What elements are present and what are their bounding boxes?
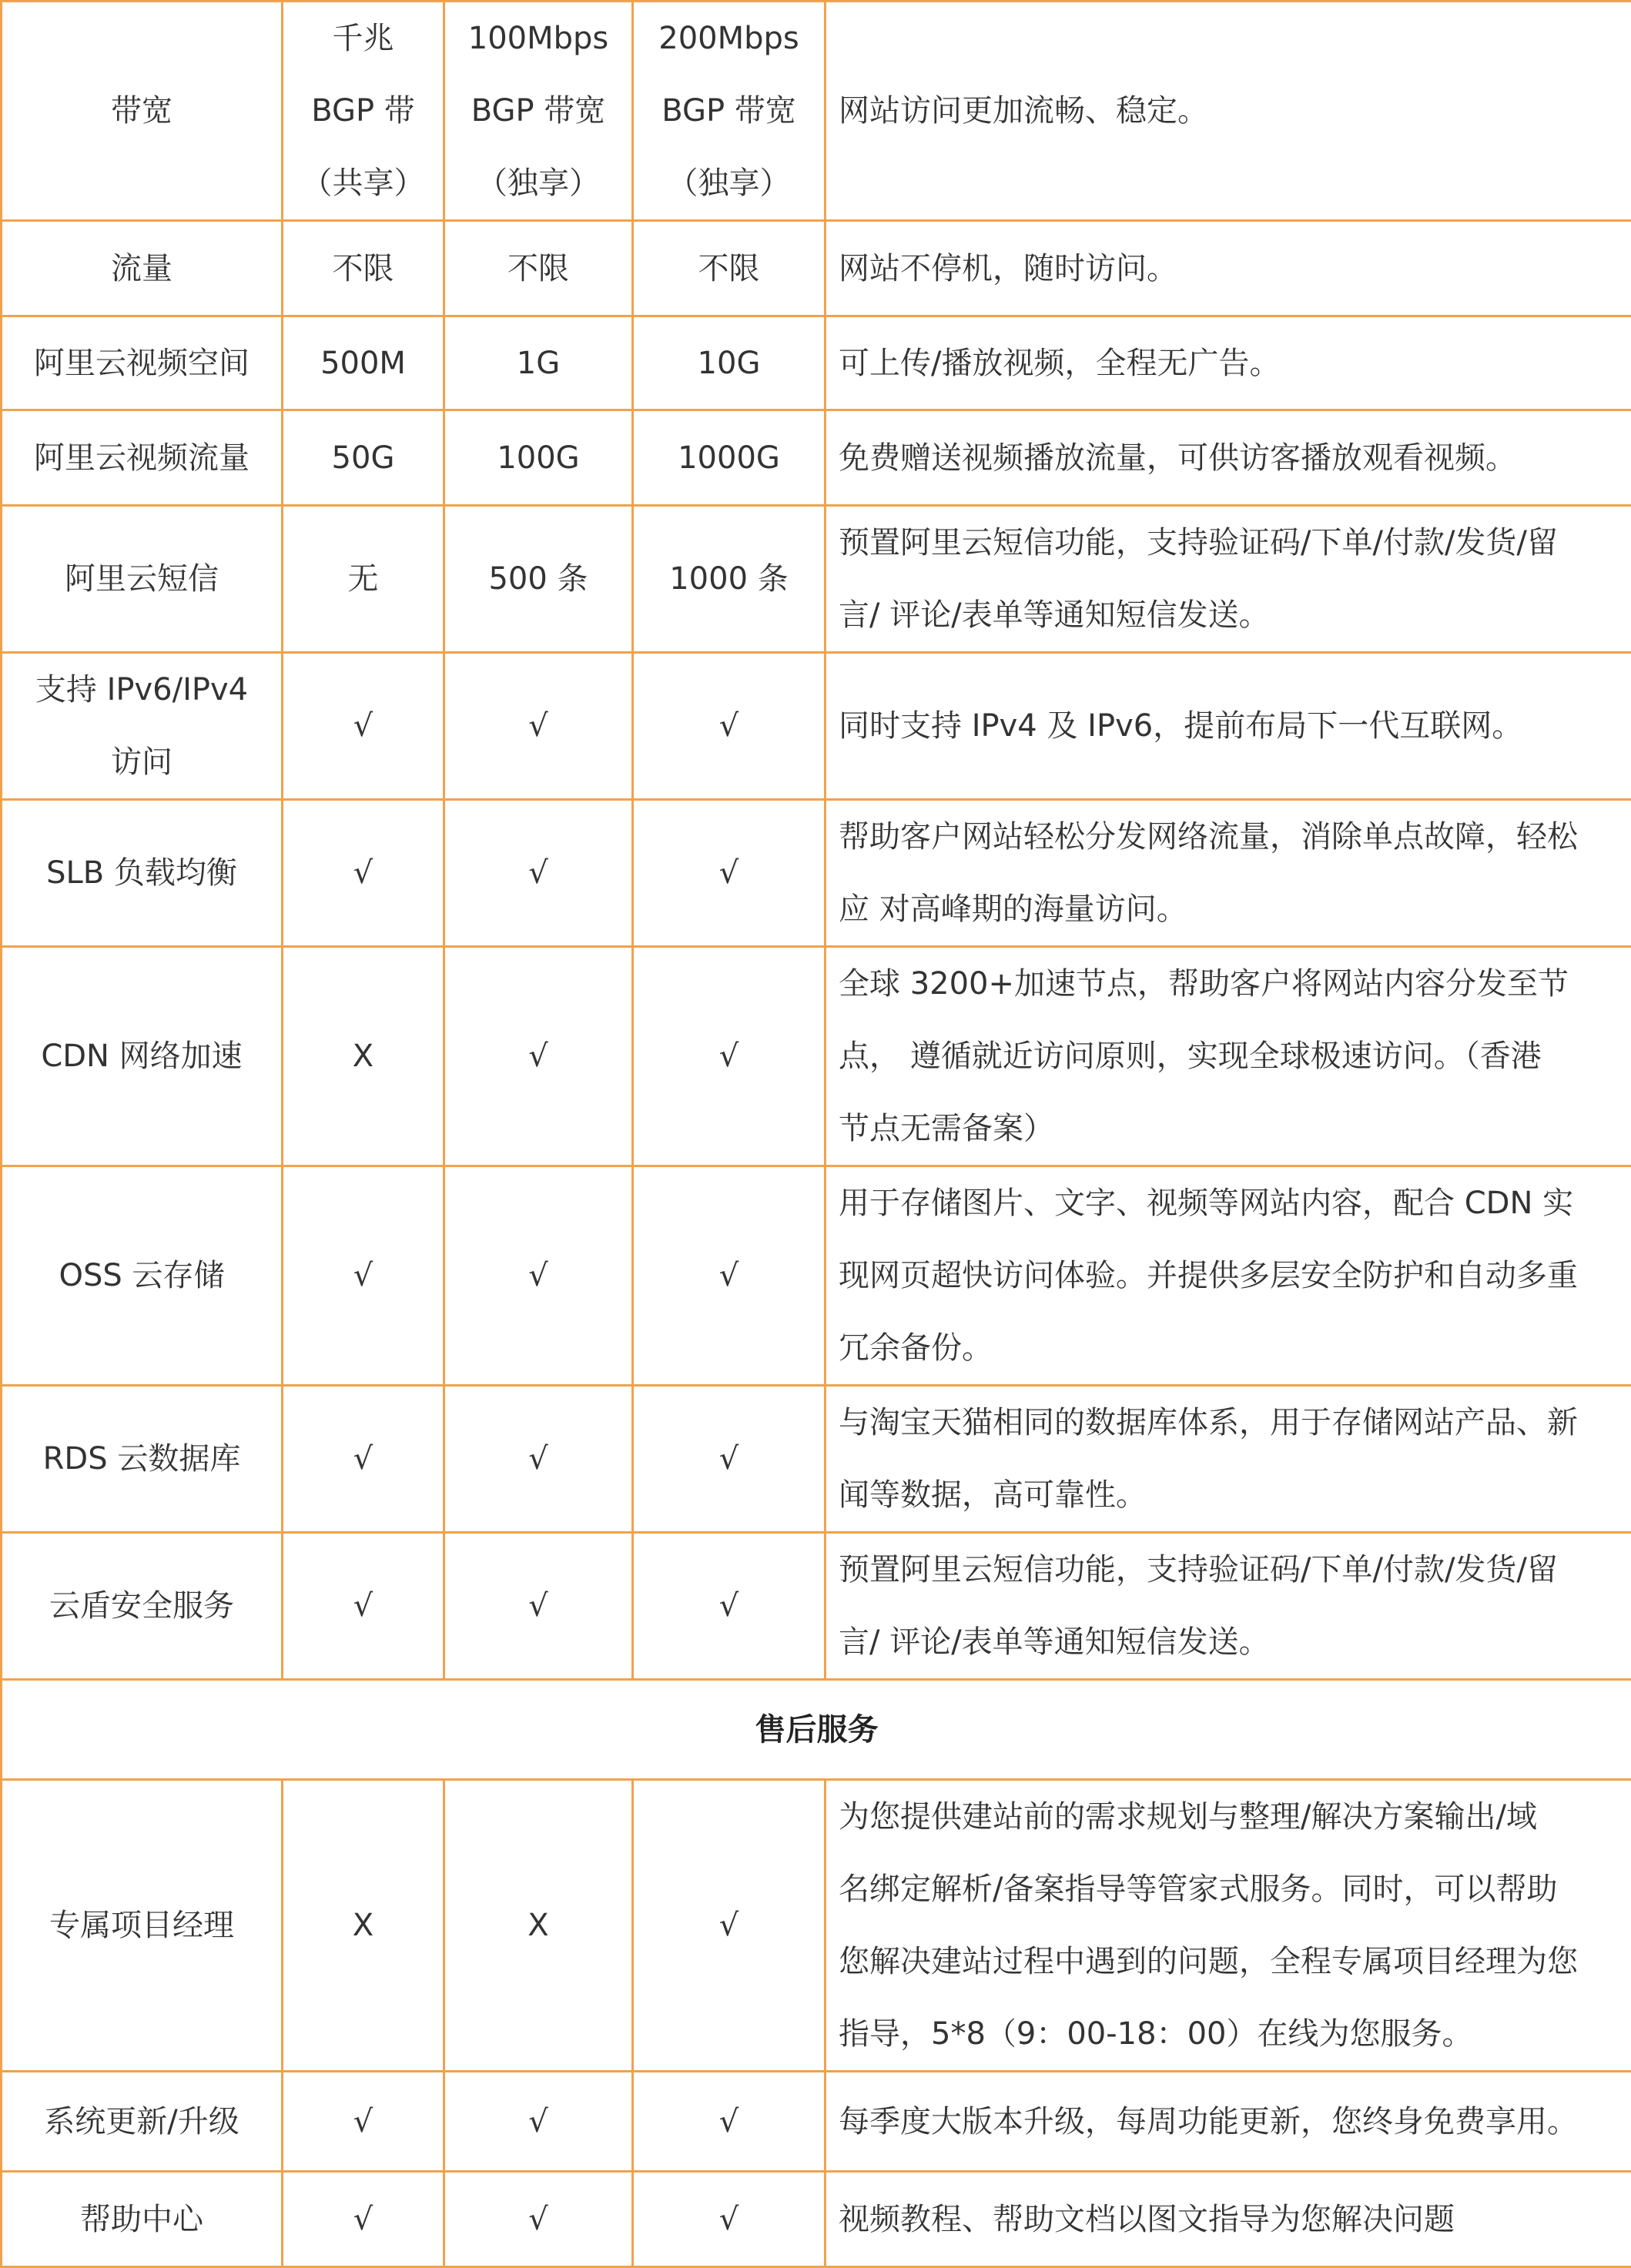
feature-cell: [2, 2, 283, 221]
description-cell-line: 现网页超快访问体验。并提供多层安全防护和自动多重: [839, 1239, 1619, 1312]
description-cell-line: 您解决建站过程中遇到的问题，全程专属项目经理为您: [839, 1925, 1619, 1998]
feature-cell: [2, 1533, 283, 1680]
description-cell-line: 言/ 评论/表单等通知短信发送。: [839, 1606, 1619, 1678]
table-row: [2, 1780, 1631, 2072]
plan-standard-cell-line: √: [457, 1570, 619, 1642]
feature-cell-line: 云盾安全服务: [15, 1570, 269, 1642]
plan-premium-cell: [633, 800, 826, 947]
description-cell-line: 指导，5*8（9：00-18：00）在线为您服务。: [839, 1998, 1619, 2070]
feature-cell-line: SLB 负载均衡: [15, 837, 269, 909]
feature-cell: [2, 653, 283, 800]
table-row: [2, 2, 1631, 221]
description-cell-line: 预置阿里云短信功能，支持验证码/下单/付款/发货/留: [839, 507, 1619, 579]
plan-basic-cell-line: √: [296, 2086, 430, 2158]
description-cell-line: 为您提供建站前的需求规划与整理/解决方案输出/域: [839, 1781, 1619, 1853]
description-cell-line: 每季度大版本升级，每周功能更新，您终身免费享用。: [839, 2086, 1619, 2158]
plan-premium-cell-line: √: [646, 837, 812, 909]
description-cell: [826, 506, 1631, 653]
plan-basic-cell-line: √: [296, 1239, 430, 1312]
plan-basic-cell-line: √: [296, 2183, 430, 2256]
plan-standard-cell-line: √: [457, 690, 619, 762]
table-row: [2, 2172, 1631, 2267]
plan-standard-cell-line: （独享）: [457, 147, 619, 219]
description-cell-line: 可上传/播放视频，全程无广告。: [839, 327, 1619, 400]
plan-basic-cell-line: √: [296, 1570, 430, 1642]
plan-premium-cell-line: √: [646, 1423, 812, 1495]
description-cell-line: 点， 遵循就近访问原则，实现全球极速访问。（香港: [839, 1020, 1619, 1092]
feature-cell: [2, 316, 283, 410]
plan-basic-cell: [283, 2, 444, 221]
plan-basic-cell-line: （共享）: [296, 147, 430, 219]
plan-premium-cell: [633, 1386, 826, 1533]
table-row: [2, 653, 1631, 800]
plan-standard-cell: [444, 1166, 633, 1386]
description-cell-line: 网站不停机，随时访问。: [839, 232, 1619, 305]
plan-premium-cell-line: 1000 条: [646, 543, 812, 615]
feature-cell-line: 专属项目经理: [15, 1889, 269, 1962]
plan-premium-cell: [633, 221, 826, 316]
plan-standard-cell-line: √: [457, 837, 619, 909]
plan-standard-cell: [444, 2, 633, 221]
feature-cell: [2, 800, 283, 947]
plan-basic-cell-line: √: [296, 837, 430, 909]
description-cell-line: 网站访问更加流畅、稳定。: [839, 75, 1619, 147]
plan-premium-cell-line: √: [646, 690, 812, 762]
plan-standard-cell: [444, 316, 633, 410]
plan-standard-cell-line: 100Mbps: [457, 2, 619, 75]
plan-standard-cell: [444, 800, 633, 947]
feature-cell-line: 帮助中心: [15, 2183, 269, 2256]
plan-standard-cell: [444, 653, 633, 800]
feature-cell-line: 阿里云视频空间: [15, 327, 269, 400]
plan-basic-cell: [283, 1166, 444, 1386]
description-cell-line: 全球 3200+加速节点，帮助客户将网站内容分发至节: [839, 948, 1619, 1020]
plan-standard-cell-line: 1G: [457, 327, 619, 400]
description-cell-line: 闻等数据，高可靠性。: [839, 1459, 1619, 1531]
plan-premium-cell: [633, 653, 826, 800]
description-cell: [826, 221, 1631, 316]
plan-standard-cell: [444, 947, 633, 1166]
plan-premium-cell: [633, 2072, 826, 2172]
table-row: [2, 1533, 1631, 1680]
section-row: [2, 1680, 1631, 1780]
plan-standard-cell: [444, 506, 633, 653]
plan-premium-cell-line: √: [646, 2086, 812, 2158]
plan-standard-cell: [444, 1386, 633, 1533]
plan-premium-cell-line: √: [646, 1889, 812, 1962]
plan-basic-cell-line: X: [296, 1020, 430, 1092]
table-row: [2, 316, 1631, 410]
plan-premium-cell: [633, 506, 826, 653]
plan-basic-cell: [283, 1386, 444, 1533]
plan-basic-cell: [283, 221, 444, 316]
plan-premium-cell: [633, 1533, 826, 1680]
plan-premium-cell-line: √: [646, 1239, 812, 1312]
feature-cell-line: OSS 云存储: [15, 1239, 269, 1312]
description-cell: [826, 410, 1631, 506]
plan-basic-cell: [283, 410, 444, 506]
description-cell: [826, 1166, 1631, 1386]
plan-standard-cell: [444, 1780, 633, 2072]
feature-cell-line: 带宽: [15, 75, 269, 147]
plan-standard-cell: [444, 2172, 633, 2267]
feature-cell: [2, 2072, 283, 2172]
plan-premium-cell: [633, 1166, 826, 1386]
plan-premium-cell-line: 不限: [646, 232, 812, 305]
description-cell-line: 名绑定解析/备案指导等管家式服务。同时，可以帮助: [839, 1853, 1619, 1925]
feature-cell-line: 支持 IPv6/IPv4: [15, 654, 269, 726]
plan-basic-cell: [283, 2072, 444, 2172]
plan-premium-cell-line: 1000G: [646, 422, 812, 494]
description-cell: [826, 2172, 1631, 2267]
feature-cell: [2, 947, 283, 1166]
table-body: [2, 2, 1631, 2267]
plan-standard-cell: [444, 1533, 633, 1680]
plan-premium-cell: [633, 2172, 826, 2267]
feature-cell: [2, 1386, 283, 1533]
table-row: [2, 506, 1631, 653]
plan-basic-cell: [283, 316, 444, 410]
plan-standard-cell-line: √: [457, 2183, 619, 2256]
description-cell: [826, 653, 1631, 800]
feature-cell: [2, 2172, 283, 2267]
feature-cell-line: 阿里云视频流量: [15, 422, 269, 494]
plan-basic-cell-line: 无: [296, 543, 430, 615]
plan-basic-cell: [283, 1780, 444, 2072]
table-row: [2, 1386, 1631, 1533]
plan-basic-cell-line: BGP 带: [296, 75, 430, 147]
plan-standard-cell: [444, 2072, 633, 2172]
description-cell: [826, 947, 1631, 1166]
feature-cell-line: 流量: [15, 232, 269, 305]
description-cell: [826, 1386, 1631, 1533]
plan-standard-cell-line: 500 条: [457, 543, 619, 615]
description-cell: [826, 2072, 1631, 2172]
plan-basic-cell: [283, 2172, 444, 2267]
plan-premium-cell: [633, 316, 826, 410]
feature-cell: [2, 506, 283, 653]
plan-premium-cell-line: √: [646, 1020, 812, 1092]
plan-basic-cell-line: √: [296, 690, 430, 762]
plan-premium-cell-line: BGP 带宽: [646, 75, 812, 147]
feature-cell: [2, 221, 283, 316]
plan-standard-cell-line: X: [457, 1889, 619, 1962]
plan-premium-cell-line: （独享）: [646, 147, 812, 219]
plan-standard-cell-line: 不限: [457, 232, 619, 305]
description-cell-line: 言/ 评论/表单等通知短信发送。: [839, 579, 1619, 651]
plan-standard-cell-line: BGP 带宽: [457, 75, 619, 147]
table-row: [2, 947, 1631, 1166]
description-cell-line: 冗余备份。: [839, 1312, 1619, 1384]
feature-cell-line: RDS 云数据库: [15, 1423, 269, 1495]
feature-cell-line: 系统更新/升级: [15, 2086, 269, 2158]
table-row: [2, 221, 1631, 316]
table-row: [2, 1166, 1631, 1386]
plan-basic-cell: [283, 800, 444, 947]
description-cell-line: 节点无需备案）: [839, 1092, 1619, 1165]
plan-standard-cell-line: √: [457, 2086, 619, 2158]
feature-cell-line: CDN 网络加速: [15, 1020, 269, 1092]
table-row: [2, 2072, 1631, 2172]
section-title: 售后服务: [2, 1680, 1631, 1780]
table-row: [2, 800, 1631, 947]
plan-basic-cell: [283, 506, 444, 653]
plan-basic-cell-line: 500M: [296, 327, 430, 400]
description-cell-line: 用于存储图片、文字、视频等网站内容，配合 CDN 实: [839, 1167, 1619, 1239]
description-cell-line: 预置阿里云短信功能，支持验证码/下单/付款/发货/留: [839, 1534, 1619, 1606]
description-cell: [826, 2, 1631, 221]
plan-standard-cell-line: √: [457, 1423, 619, 1495]
plan-premium-cell-line: √: [646, 2183, 812, 2256]
plan-basic-cell: [283, 653, 444, 800]
plan-standard-cell: [444, 221, 633, 316]
feature-cell-line: 访问: [15, 726, 269, 798]
description-cell: [826, 316, 1631, 410]
feature-cell: [2, 1780, 283, 2072]
plan-basic-cell-line: 50G: [296, 422, 430, 494]
description-cell-line: 同时支持 IPv4 及 IPv6，提前布局下一代互联网。: [839, 690, 1619, 762]
plan-basic-cell-line: 不限: [296, 232, 430, 305]
plan-standard-cell-line: √: [457, 1020, 619, 1092]
plan-premium-cell: [633, 1780, 826, 2072]
plan-premium-cell: [633, 947, 826, 1166]
plan-premium-cell-line: 10G: [646, 327, 812, 400]
description-cell-line: 视频教程、帮助文档以图文指导为您解决问题: [839, 2183, 1619, 2256]
plan-basic-cell-line: X: [296, 1889, 430, 1962]
plan-standard-cell: [444, 410, 633, 506]
plan-basic-cell-line: 千兆: [296, 2, 430, 75]
plan-basic-cell: [283, 1533, 444, 1680]
plan-basic-cell-line: √: [296, 1423, 430, 1495]
plan-premium-cell: [633, 2, 826, 221]
description-cell-line: 应 对高峰期的海量访问。: [839, 873, 1619, 945]
description-cell-line: 帮助客户网站轻松分发网络流量，消除单点故障，轻松: [839, 801, 1619, 873]
plan-premium-cell-line: 200Mbps: [646, 2, 812, 75]
table-row: [2, 410, 1631, 506]
description-cell-line: 与淘宝天猫相同的数据库体系，用于存储网站产品、新: [839, 1387, 1619, 1459]
plan-premium-cell-line: √: [646, 1570, 812, 1642]
feature-cell-line: 阿里云短信: [15, 543, 269, 615]
plan-premium-cell: [633, 410, 826, 506]
description-cell: [826, 1533, 1631, 1680]
description-cell-line: 免费赠送视频播放流量，可供访客播放观看视频。: [839, 422, 1619, 494]
feature-cell: [2, 410, 283, 506]
description-cell: [826, 800, 1631, 947]
feature-cell: [2, 1166, 283, 1386]
description-cell: [826, 1780, 1631, 2072]
plan-standard-cell-line: 100G: [457, 422, 619, 494]
plan-standard-cell-line: √: [457, 1239, 619, 1312]
plan-basic-cell: [283, 947, 444, 1166]
